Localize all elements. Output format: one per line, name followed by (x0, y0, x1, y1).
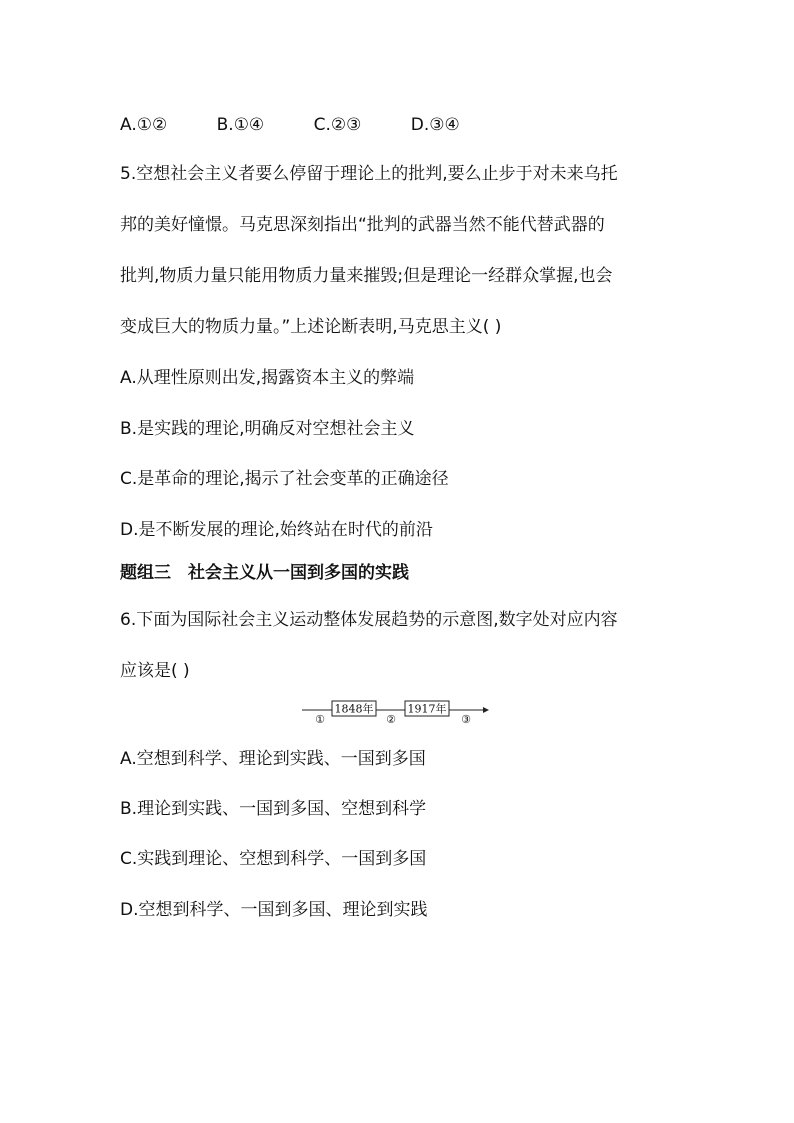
q6-option-c: C.实践到理论、空想到科学、一国到多国 (120, 849, 427, 869)
year-label-1848: 1848年 (334, 702, 374, 716)
q5-stem-line-4: 变成巨大的物质力量。”上述论断表明,马克思主义( ) (120, 317, 502, 337)
q4-options (120, 114, 460, 136)
q5-stem-line-1: 5.空想社会主义者要么停留于理论上的批判,要么止步于对未来乌托 (120, 164, 618, 184)
q6-stem-line-2: 应该是( ) (120, 661, 190, 681)
marker-3: ③ (461, 713, 471, 726)
q5-stem-line-2: 邦的美好憧憬。马克思深刻指出“批判的武器当然不能代替武器的 (120, 215, 605, 235)
marker-1: ① (315, 713, 325, 726)
q5-option-c: C.是革命的理论,揭示了社会变革的正确途径 (120, 469, 449, 489)
q4-option-d: D.③④ (410, 115, 460, 135)
q4-option-b: B.①④ (216, 115, 265, 135)
q4-option-c: C.②③ (313, 115, 362, 135)
q5-option-d: D.是不断发展的理论,始终站在时代的前沿 (120, 520, 433, 540)
year-label-1917: 1917年 (407, 702, 447, 716)
q5-option-b: B.是实践的理论,明确反对空想社会主义 (120, 419, 415, 439)
q5-stem-line-3: 批判,物质力量只能用物质力量来摧毁;但是理论一经群众掌握,也会 (120, 266, 613, 286)
q6-option-a: A.空想到科学、理论到实践、一国到多国 (120, 749, 426, 769)
q6-stem-line-1: 6.下面为国际社会主义运动整体发展趋势的示意图,数字处对应内容 (120, 610, 618, 630)
timeline-arrowhead (483, 707, 489, 713)
section-heading: 题组三 社会主义从一国到多国的实践 (120, 563, 409, 583)
q6-option-d: D.空想到科学、一国到多国、理论到实践 (120, 900, 428, 920)
timeline-diagram (300, 697, 500, 727)
marker-2: ② (386, 713, 396, 726)
q4-option-a: A.①② (120, 115, 168, 135)
q5-option-a: A.从理性原则出发,揭露资本主义的弊端 (120, 368, 415, 388)
q6-option-b: B.理论到实践、一国到多国、空想到科学 (120, 799, 427, 819)
